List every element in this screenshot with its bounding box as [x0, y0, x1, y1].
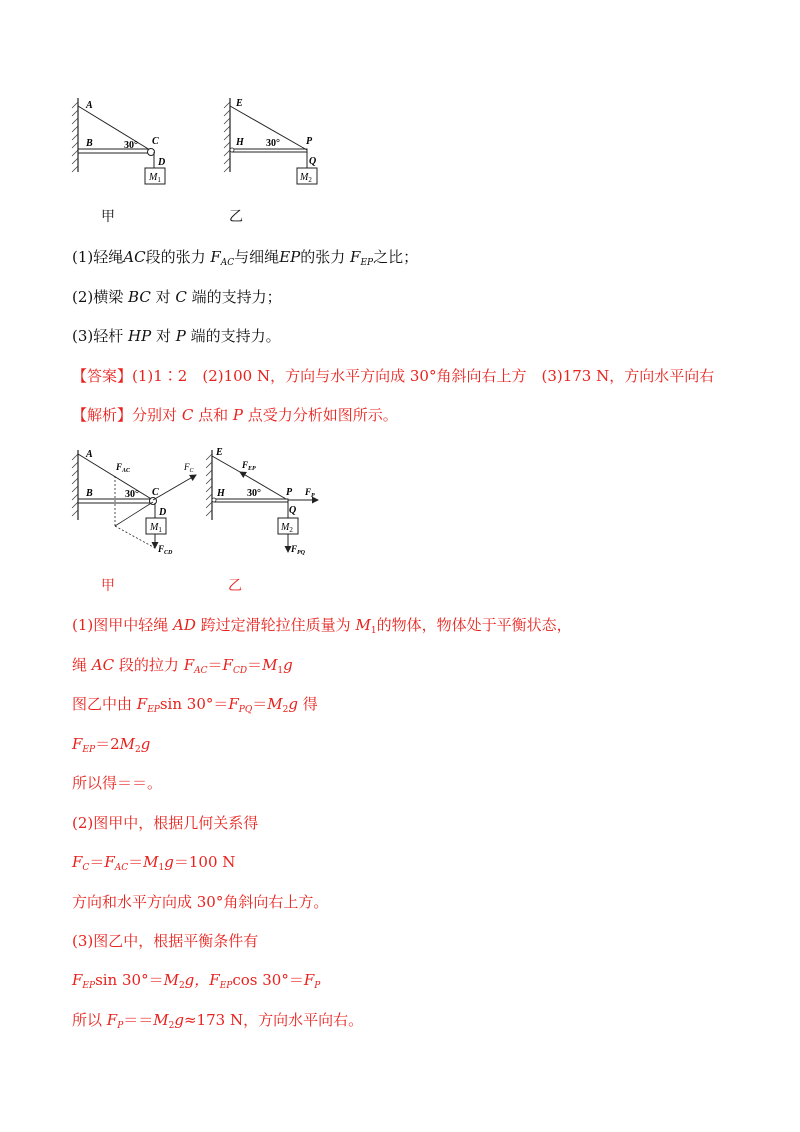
label-mass-M2: $M_2$ [281, 522, 293, 534]
solution-line-2: 绳 AC 段的拉力 $F_{AC}=F_{CD}=M_1g$ [72, 656, 293, 676]
label-A: A [86, 449, 93, 460]
label-Q: Q [289, 505, 297, 516]
solution-line-9: (3)图乙中，根据平衡条件有 [72, 932, 259, 950]
label-C: C [152, 487, 159, 498]
analysis-label: 【解析】 [72, 406, 133, 424]
solution-line-3: 图乙中由 $F_{EP}\sin$ $30^\circ=F_{PQ}=M_2g$ 得 [72, 695, 318, 715]
solution-line-4: $F_{EP}=2M_2g$ [72, 735, 151, 755]
solution-line-1: (1)图甲中轻绳 AD 跨过定滑轮拉住质量为 $M_1$的物体，物体处于平衡状态， [72, 616, 572, 636]
answer-line [72, 366, 714, 386]
label-E: E [216, 447, 223, 458]
label-E: E [236, 98, 243, 109]
figure-2-caption-yi: 乙 [228, 578, 242, 594]
label-FCD: $F_{CD}$ [158, 544, 173, 556]
label-C: C [152, 136, 159, 147]
label-D: D [158, 157, 166, 168]
label-P: P [286, 487, 293, 498]
figure-1-yi [224, 98, 317, 184]
label-FAC: $F_{AC}$ [116, 462, 131, 474]
figure-1-caption-yi: 乙 [229, 209, 243, 225]
label-Q: Q [309, 156, 317, 167]
solution-line-6: (2)图甲中，根据几何关系得 [72, 814, 259, 832]
solution-line-8: 方向和水平方向成 30°角斜向右上方。 [72, 893, 329, 911]
label-H: H [217, 488, 225, 499]
label-mass-M1: $M_1$ [149, 172, 161, 184]
answer-label: 【答案】 [72, 367, 133, 385]
label-angle: 30° [266, 138, 280, 149]
label-H: H [236, 137, 244, 148]
solution-line-11: 所以 $F_P==M_2g\approx 173$ N，方向水平向右。 [72, 1011, 364, 1031]
label-mass-M2: $M_2$ [300, 172, 312, 184]
label-angle: 30° [124, 140, 138, 151]
solution-line-10: $F_{EP}\sin$ $30^\circ=M_2g$，$F_{EP}\cos$ $30^\circ=F_P$ [72, 971, 321, 991]
solution-line-5: 所以得＝＝。 [72, 774, 163, 792]
label-mass-M1: $M_1$ [150, 522, 162, 534]
label-B: B [86, 138, 93, 149]
label-FP: $F_P$ [305, 487, 315, 499]
figure-2-jia [72, 449, 196, 556]
label-angle: 30° [125, 489, 139, 500]
label-FPQ: $F_{PQ}$ [291, 544, 306, 556]
answer-text: (1)1∶2 (2)100 N，方向与水平方向成 30°角斜向右上方 (3)173 N，方向水平向右 [132, 367, 715, 385]
question-1: (1)轻绳AC段的张力 $F_{AC}$与细绳EP的张力 $F_{EP}$之比； [72, 248, 419, 268]
solution-line-7: $F_C=F_{AC}=M_1g=100$ N [72, 853, 236, 873]
label-FEP: $F_{EP}$ [242, 460, 256, 472]
analysis-line: 【解析】分别对 C 点和 P 点受力分析如图所示。 [72, 406, 398, 424]
figure-1-caption-jia: 甲 [101, 209, 115, 225]
figure-1-diagram [60, 90, 350, 195]
figure-2-caption-jia: 甲 [101, 578, 115, 594]
question-3: (3)轻杆 HP 对 P 端的支持力。 [72, 327, 281, 345]
label-B: B [86, 488, 93, 499]
label-angle: 30° [247, 488, 261, 499]
figure-2-diagram [60, 440, 340, 560]
label-P: P [306, 136, 313, 147]
figure-1-jia [72, 98, 165, 184]
label-A: A [86, 100, 93, 111]
question-2: (2)横梁 BC 对 C 端的支持力； [72, 288, 282, 306]
label-FC: $F_C$ [184, 462, 194, 474]
label-D: D [159, 507, 167, 518]
figure-2-yi [206, 447, 318, 556]
